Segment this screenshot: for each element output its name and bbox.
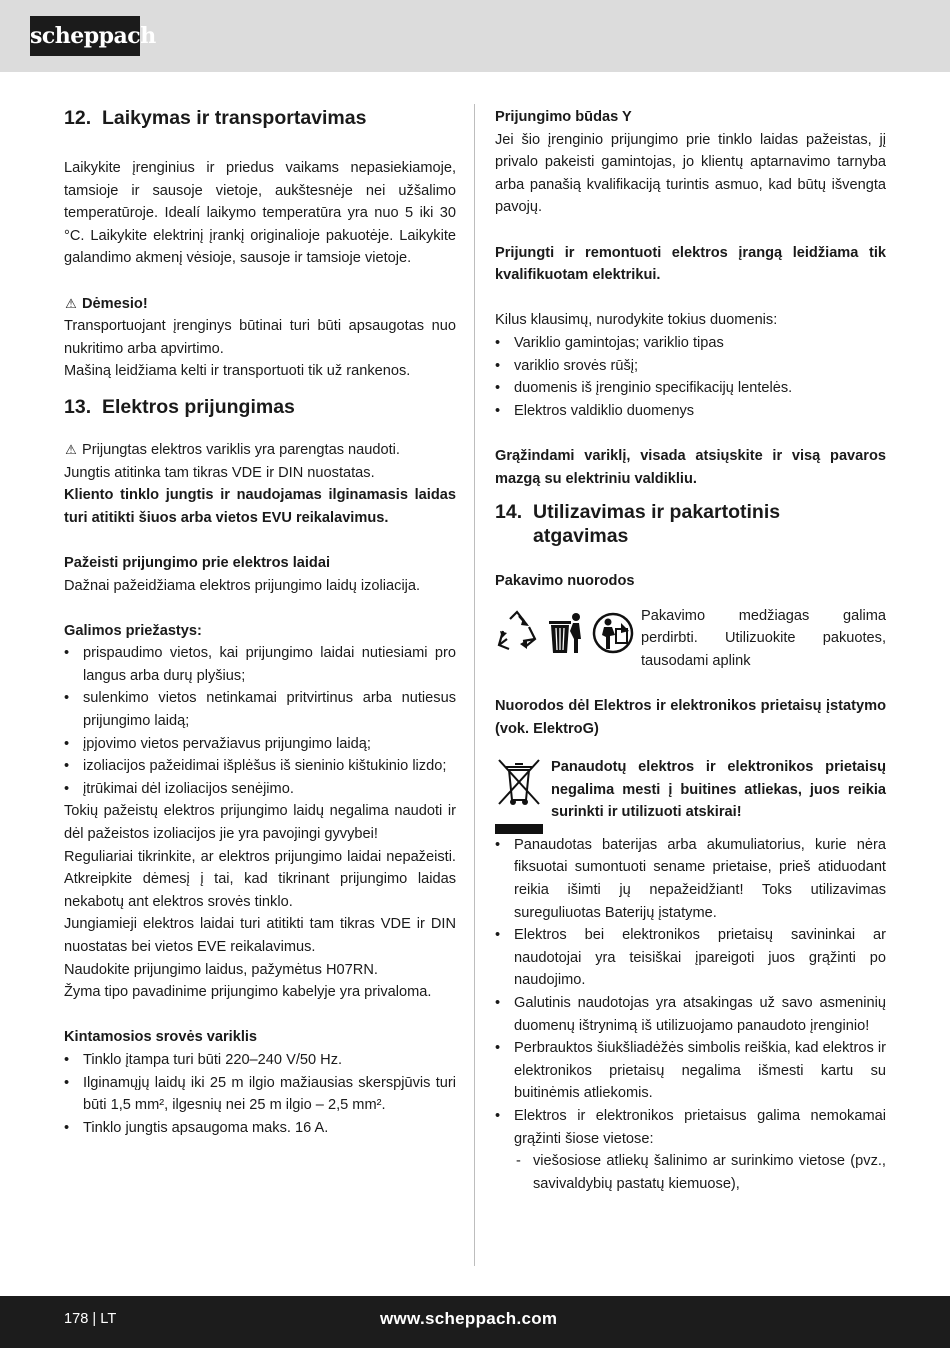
brand-logo[interactable]: scheppach bbox=[30, 16, 140, 56]
return-locations-list bbox=[514, 1150, 886, 1195]
data-list bbox=[495, 332, 886, 422]
green-dot-icon bbox=[591, 609, 635, 655]
list-item: • įtrūkimai dėl izoliacijos senėjimo. bbox=[64, 778, 456, 801]
section-14-heading bbox=[495, 500, 886, 548]
causes-list bbox=[64, 642, 456, 800]
disposal-list bbox=[495, 834, 886, 1196]
warning-title: Dėmesio! bbox=[82, 295, 148, 312]
packaging-text: Pakavimo medžiagas galima perdirbti. Utilizuokite pakuotes, tausodami aplink bbox=[641, 607, 886, 669]
crossed-bin-icon bbox=[495, 756, 543, 808]
recycle-icon bbox=[495, 609, 539, 655]
danger-text: Tokių pažeistų elektros prijungimo laidų negalima naudoti ir dėl pažeistos izoliacijos jie yra pavojingi gyvybei! bbox=[64, 803, 456, 843]
qualified-electrician-text: Prijungti ir remontuoti elektros įrangą leidžiama tik kvalifikuotam elektrikui. bbox=[495, 244, 886, 284]
connection-y-text: Jei šio įrenginio prijungimo prie tinklo laidas pažeistas, jį privalo pakeisti gamintojas, jo klientų aptarnavimo tarnyba arba panašią kvalifikaciją turintis asmuo, kad būtų išvengta pavojų. bbox=[495, 131, 886, 216]
list-item bbox=[495, 1105, 886, 1195]
h07rn-text: Naudokite prijungimo laidus, pažymėtus H07RN. bbox=[64, 961, 378, 978]
weee-block bbox=[495, 756, 886, 834]
cable-standards-text: Jungiamieji elektros laidai turi atitikti tam tikras VDE ir DIN nuostatas bei vietos EVE reikalavimus. bbox=[64, 916, 456, 955]
list-item: • Variklio gamintojas; variklio tipas bbox=[495, 332, 886, 355]
list-item: • Galutinis naudotojas yra atsakingas už savo asmeninių duomenų ištrynimą iš utilizuojamo panaudoto įrenginio! bbox=[495, 992, 886, 1037]
section-13-heading bbox=[64, 395, 456, 419]
left-column bbox=[64, 106, 456, 1139]
list-item: - viešosiose atliekų šalinimo ar surinkimo vietose (pvz., savivaldybių pastatų kiemuose), bbox=[514, 1150, 886, 1195]
weee-bar bbox=[495, 824, 543, 834]
list-item-text: Elektros ir elektronikos prietaisus galima nemokamai grąžinti šiose vietose: bbox=[514, 1107, 886, 1147]
list-item: • prispaudimo vietos, kai prijungimo laidai nutiesiami pro langus arba durų plyšius; bbox=[64, 642, 456, 687]
section-title bbox=[533, 500, 780, 548]
motor-ready-text bbox=[64, 439, 456, 462]
section-title: Laikymas ir transportavimas bbox=[102, 107, 367, 129]
vde-din-text: Jungtis atitinka tam tikras VDE ir DIN nuostatas. bbox=[64, 464, 375, 481]
list-item: • Tinklo įtampa turi būti 220–240 V/50 Hz. bbox=[64, 1049, 456, 1072]
transport-warning: Transportuojant įrenginys būtinai turi būti apsaugotas nuo nukritimo arba apvirtimo. bbox=[64, 318, 456, 357]
warning-triangle-icon: ⚠ bbox=[65, 295, 77, 311]
title-line: atgavimas bbox=[533, 525, 629, 548]
possible-causes-heading: Galimos priežastys: bbox=[64, 622, 202, 639]
warning-heading bbox=[64, 293, 456, 316]
footer-bar bbox=[0, 1296, 950, 1348]
transport-handle-note: Mašiną leidžiama kelti ir transportuoti tik už rankenos. bbox=[64, 363, 411, 380]
ac-motor-heading: Kintamosios srovės variklis bbox=[64, 1029, 258, 1046]
column-divider bbox=[474, 104, 475, 1266]
section-12-heading bbox=[64, 106, 456, 130]
return-motor-text: Grąžindami variklį, visada atsiųskite ir visą pavaros mazgą su elektriniu valdikliu. bbox=[495, 447, 886, 487]
list-item: • sulenkimo vietos netinkamai pritvirtinus arba nutiesus prijungimo laidą; bbox=[64, 687, 456, 732]
language-code: LT bbox=[100, 1311, 117, 1327]
elektrog-heading: Nuorodos dėl Elektros ir elektronikos prietaisų įstatymo (vok. ElektroG) bbox=[495, 698, 886, 737]
page-number bbox=[64, 1311, 116, 1327]
type-marking-text: Žyma tipo pavadinime prijungimo kabelyje yra privaloma. bbox=[64, 984, 432, 1001]
section-number: 14. bbox=[495, 501, 523, 524]
check-cables-text: Reguliariai tikrinkite, ar elektros prijungimo laidai nepažeisti. Atkreipkite dėmesį į tai, kad tikrinant prijungimo laidas nekabotų ant elektros srovės tinklo. bbox=[64, 848, 456, 910]
packaging-block bbox=[495, 605, 886, 673]
list-item: • duomenis iš įrenginio specifikacijų lentelės. bbox=[495, 377, 886, 400]
right-column bbox=[495, 106, 886, 1195]
list-item: • variklio srovės rūšį; bbox=[495, 355, 886, 378]
customer-connection-text: Kliento tinklo jungtis ir naudojamas ilginamasis laidas turi atitikti šiuos arba vietos EVU reikalavimus. bbox=[64, 487, 456, 526]
website-link[interactable]: www.scheppach.com bbox=[380, 1309, 558, 1328]
trash-person-icon bbox=[543, 609, 587, 655]
list-item: • Perbrauktos šiukšliadėžės simbolis reiškia, kad elektros ir elektronikos prietaisų negalima išmesti kartu su buitinėmis atliekomis. bbox=[495, 1037, 886, 1105]
damaged-cables-heading: Pažeisti prijungimo prie elektros laidai bbox=[64, 554, 331, 571]
section-title: Elektros prijungimas bbox=[102, 395, 295, 418]
motor-ready-label: Prijungtas elektros variklis yra parengtas naudoti. bbox=[82, 441, 400, 458]
connection-y-heading: Prijungimo būdas Y bbox=[495, 109, 632, 125]
list-item: • izoliacijos pažeidimai išplėšus iš sieninio kištukinio lizdo; bbox=[64, 755, 456, 778]
weee-symbol bbox=[495, 756, 547, 834]
list-item: • Elektros valdiklio duomenys bbox=[495, 400, 886, 423]
warning-triangle-icon: ⚠ bbox=[65, 441, 77, 457]
packaging-icons bbox=[495, 609, 641, 655]
header-bar bbox=[0, 0, 950, 72]
storage-paragraph: Laikykite įrenginius ir priedus vaikams nepasiekiamoje, tamsioje ir sausoje vietoje, aukštesnėje nei užšalimo temperatūroje. Idealí laikymo temperatūra yra nuo 5 iki 30 °C. Laikykite elektrinį įrankį originalioje pakuotėje. Laikykite galandimo akmenį vėsioje, sausoje ir tamsioje vietoje. bbox=[64, 160, 456, 267]
list-item: • Ilginamųjų laidų iki 25 m ilgio mažiausias skerspjūvis turi būti 1,5 mm², ilgesnių nei 25 m ilgio – 2,5 mm². bbox=[64, 1072, 456, 1117]
list-item: • Elektros bei elektronikos prietaisų savininkai ar naudotojai yra teisiškai įpareigoti juos grąžinti po naudojimo. bbox=[495, 924, 886, 992]
weee-text: Panaudotų elektros ir elektronikos prietaisų negalima mesti į buitines atliekas, juos reikia surinkti ir utilizuoti atskirai! bbox=[551, 759, 886, 821]
list-item: • Tinklo jungtis apsaugoma maks. 16 A. bbox=[64, 1117, 456, 1140]
footer-separator: | bbox=[92, 1311, 97, 1327]
section-number: 12. bbox=[64, 107, 92, 129]
section-number: 13. bbox=[64, 395, 92, 418]
ac-motor-list bbox=[64, 1049, 456, 1139]
packaging-heading: Pakavimo nuorodos bbox=[495, 573, 635, 590]
page-number-value: 178 bbox=[64, 1311, 89, 1327]
title-line: Utilizavimas ir pakartotinis bbox=[533, 501, 781, 524]
data-intro-text: Kilus klausimų, nurodykite tokius duomenis: bbox=[495, 312, 778, 329]
damaged-cables-text: Dažnai pažeidžiama elektros prijungimo laidų izoliacija. bbox=[64, 577, 421, 594]
list-item: • įpjovimo vietos pervažiavus prijungimo laidą; bbox=[64, 733, 456, 756]
list-item: • Panaudotas baterijas arba akumuliatorius, kurie nėra fiksuotai sumontuoti sename prietaise, prieš atiduodant reikia išimti jų nepažeidžiant! Toks utilizavimas sureguliuotas Baterijų įstatyme. bbox=[495, 834, 886, 924]
